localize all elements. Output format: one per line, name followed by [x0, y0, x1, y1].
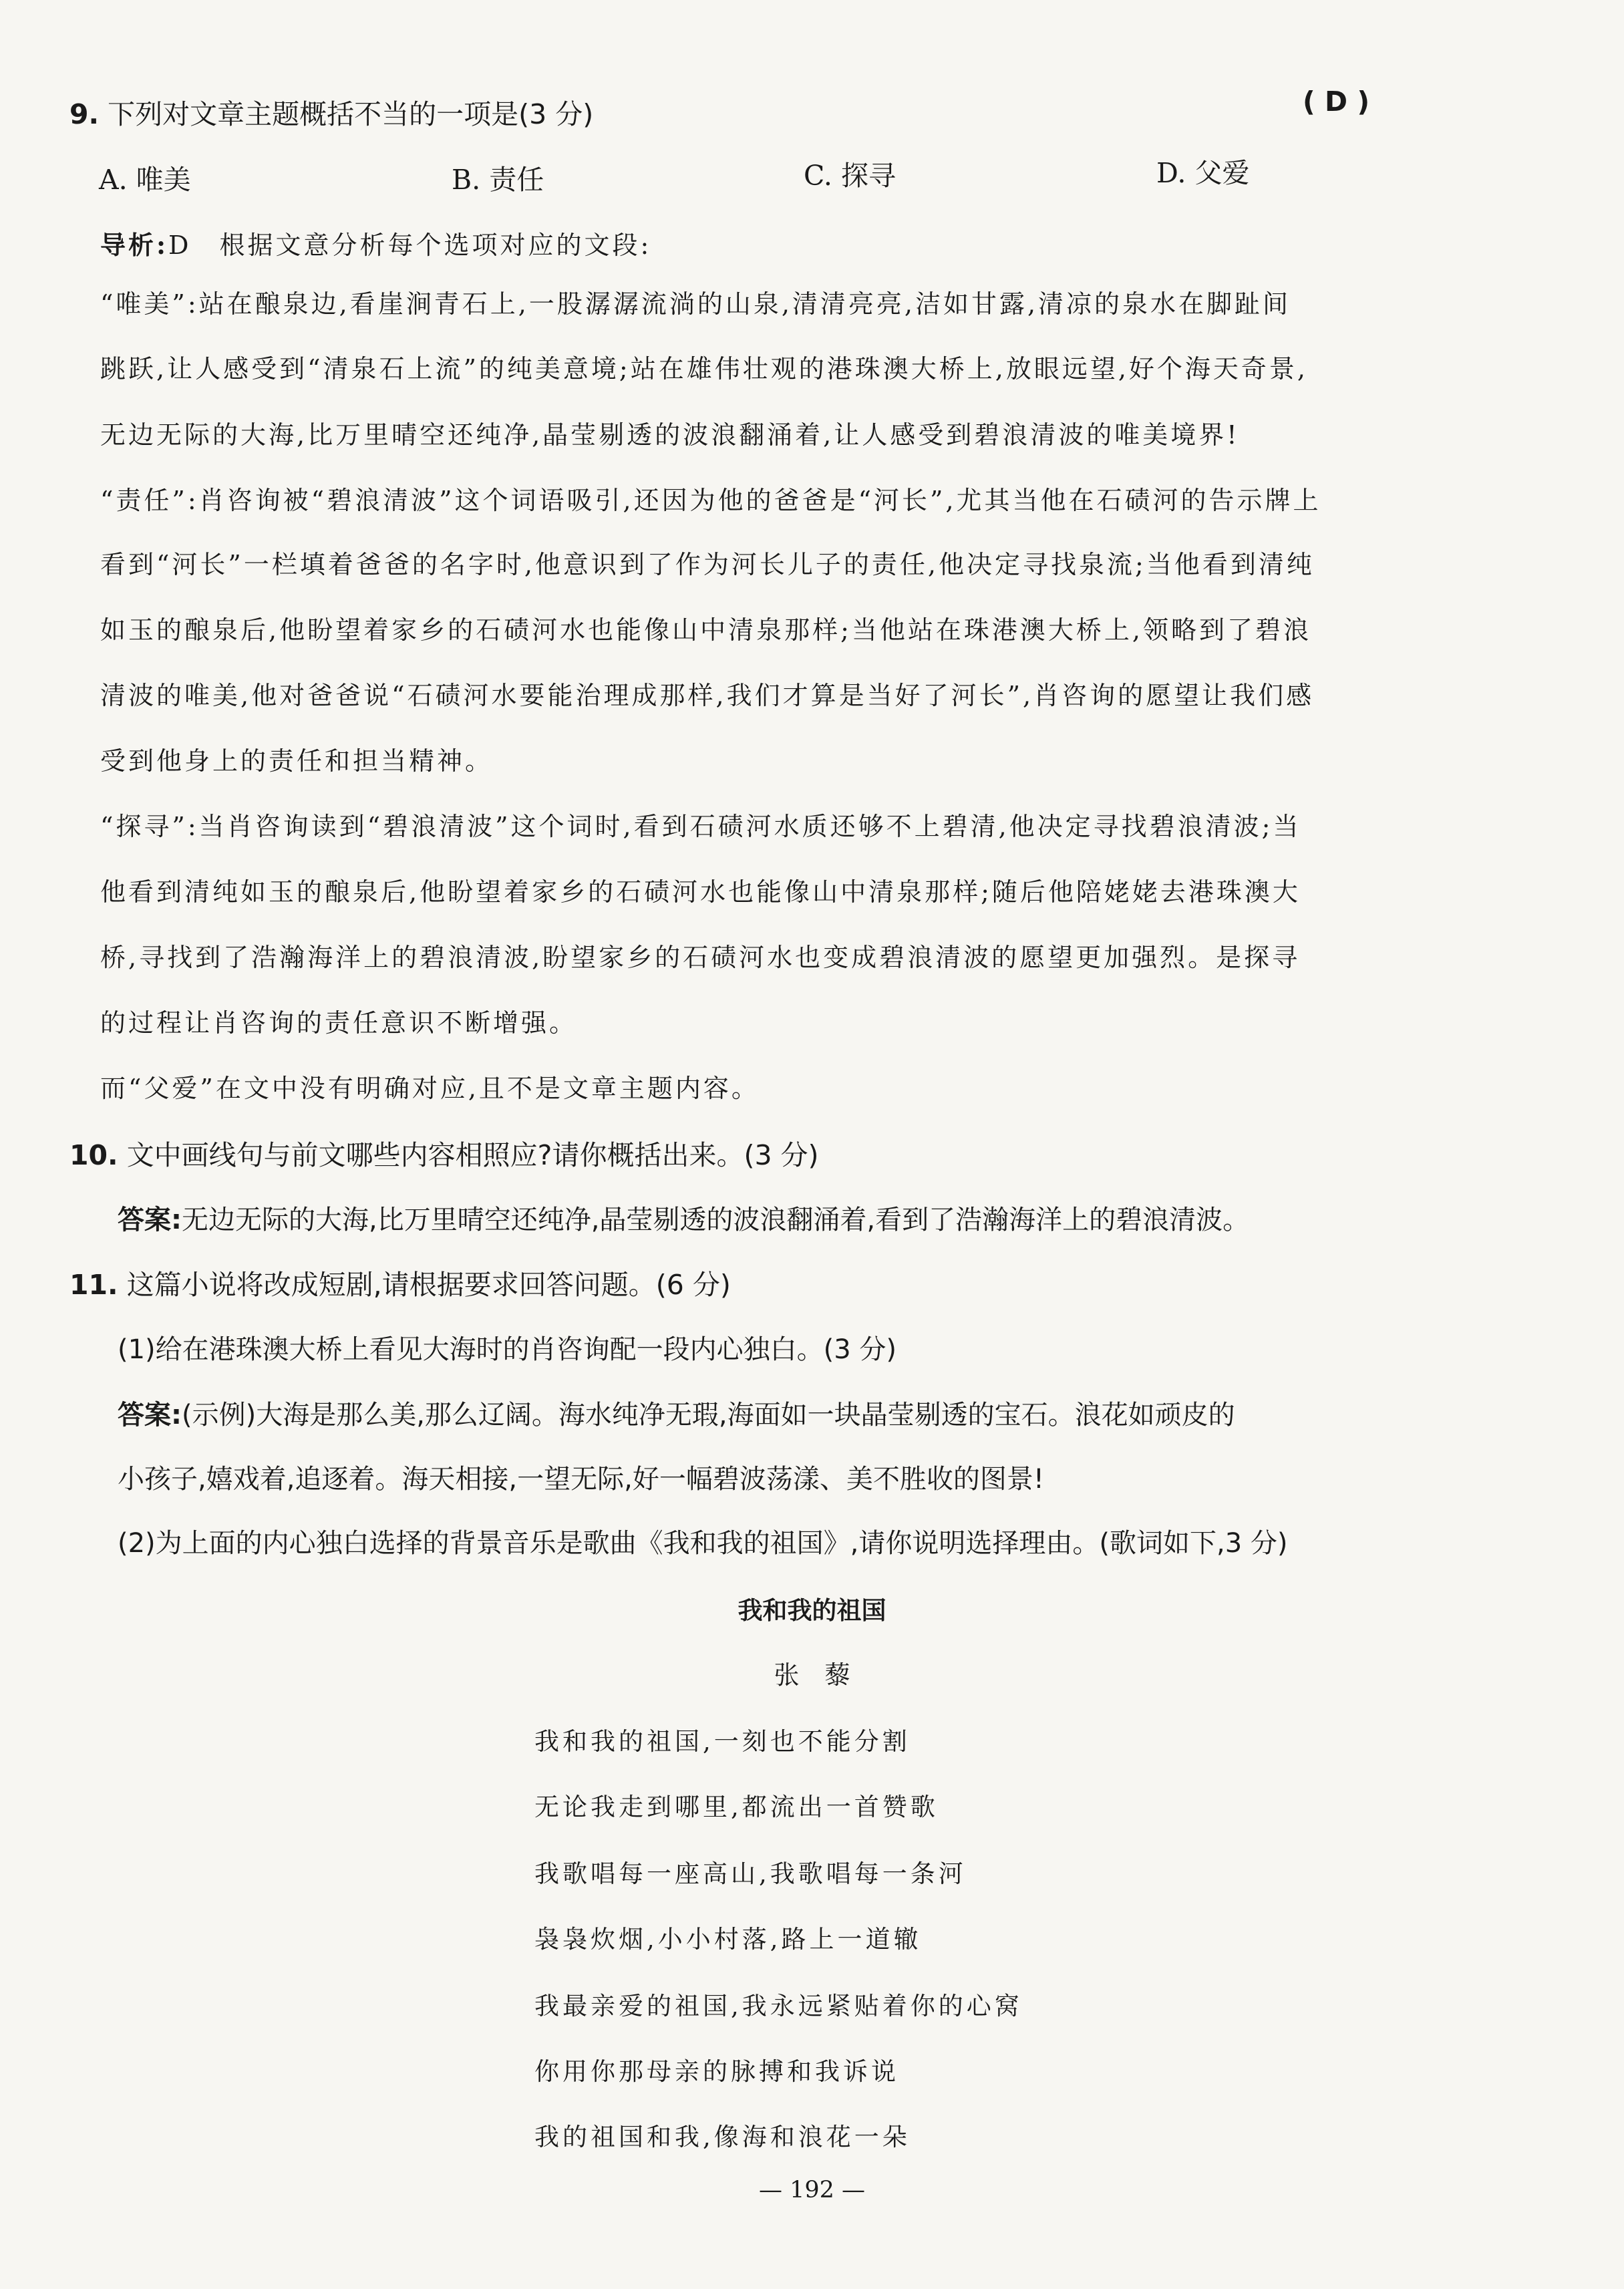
question-text: 这篇小说将改成短剧,请根据要求回答问题。(6 分): [126, 1269, 731, 1301]
song-author: 张 藜: [774, 1660, 850, 1690]
page-number: — 192 —: [758, 2177, 866, 2203]
analysis-line: 而“父爱”在文中没有明确对应,且不是文章主题内容。: [100, 1074, 760, 1103]
lyric-line: 我的祖国和我,像海和浪花一朵: [534, 2123, 911, 2151]
analysis-line: 他看到清纯如玉的酿泉后,他盼望着家乡的石碛河水也能像山中清泉那样;随后他陪姥姥去港珠澳大: [100, 877, 1301, 907]
option-d: D. 父爱: [1156, 157, 1250, 189]
analysis-line: 的过程让肖咨询的责任意识不断增强。: [100, 1008, 578, 1038]
lyric-line: 袅袅炊烟,小小村落,路上一道辙: [534, 1925, 922, 1954]
answer-11-line-1: [118, 1394, 1235, 1432]
lyric-line: 我歌唱每一座高山,我歌唱每一条河: [534, 1859, 967, 1888]
answer-10: [118, 1199, 1249, 1237]
analysis-line: 桥,寻找到了浩瀚海洋上的碧浪清波,盼望家乡的石碛河水也变成碧浪清波的愿望更加强烈。是探寻: [100, 943, 1301, 972]
answer-text: 无边无际的大海,比万里晴空还纯净,晶莹剔透的波浪翻涌着,看到了浩瀚海洋上的碧浪清波。: [182, 1205, 1250, 1235]
option-b: B. 责任: [452, 164, 544, 196]
question-9: [69, 92, 593, 132]
question-number: 10.: [69, 1139, 118, 1171]
sub-question-2: (2)为上面的内心独白选择的背景音乐是歌曲《我和我的祖国》,请你说明选择理由。(歌词如下,3 分): [118, 1528, 1288, 1559]
lyric-line: 你用你那母亲的脉搏和我诉说: [534, 2057, 899, 2086]
question-text: 文中画线句与前文哪些内容相照应?请你概括出来。(3 分): [126, 1139, 819, 1171]
answer-label: 答案:: [118, 1205, 182, 1235]
option-c: C. 探寻: [804, 160, 896, 192]
analysis-line: “责任”:肖咨询被“碧浪清波”这个词语吸引,还因为他的爸爸是“河长”,尤其当他在石碛河的告示牌上: [100, 486, 1321, 515]
analysis-intro: D 根据文意分析每个选项对应的文段:: [168, 231, 652, 260]
option-a: A. 唯美: [99, 164, 191, 196]
analysis-line: 清波的唯美,他对爸爸说“石碛河水要能治理成那样,我们才算是当好了河长”,肖咨询的愿望让我们感: [100, 681, 1315, 710]
song-title: 我和我的祖国: [738, 1596, 886, 1625]
analysis-line: 无边无际的大海,比万里晴空还纯净,晶莹剔透的波浪翻涌着,让人感受到碧浪清波的唯美境界!: [100, 420, 1240, 450]
analysis-line: 看到“河长”一栏填着爸爸的名字时,他意识到了作为河长儿子的责任,他决定寻找泉流;当他看到清纯: [100, 550, 1315, 579]
analysis-line: “探寻”:当肖咨询读到“碧浪清波”这个词时,看到石碛河水质还够不上碧清,他决定寻找碧浪清波;当: [100, 812, 1301, 841]
analysis-line: 跳跃,让人感受到“清泉石上流”的纯美意境;站在雄伟壮观的港珠澳大桥上,放眼远望,好个海天奇景,: [100, 354, 1308, 384]
analysis-label: 导析:: [100, 230, 169, 260]
question-text: 下列对文章主题概括不当的一项是(3 分): [108, 98, 594, 130]
question-number: 9.: [69, 98, 100, 130]
analysis-heading: [100, 224, 651, 261]
answer-label: 答案:: [118, 1400, 182, 1430]
sub-question-1: (1)给在港珠澳大桥上看见大海时的肖咨询配一段内心独白。(3 分): [118, 1334, 897, 1365]
analysis-line: 受到他身上的责任和担当精神。: [100, 746, 494, 776]
question-11: [69, 1263, 731, 1302]
answer-text: (示例)大海是那么美,那么辽阔。海水纯净无瑕,海面如一块晶莹剔透的宝石。浪花如顽皮的: [182, 1400, 1235, 1430]
lyric-line: 无论我走到哪里,都流出一首赞歌: [534, 1793, 939, 1821]
answer-bracket: ( D ): [1303, 86, 1370, 118]
answer-11-line-2: 小孩子,嬉戏着,追逐着。海天相接,一望无际,好一幅碧波荡漾、美不胜收的图景!: [118, 1464, 1044, 1495]
analysis-line: 如玉的酿泉后,他盼望着家乡的石碛河水也能像山中清泉那样;当他站在珠港澳大桥上,领略到了碧浪: [100, 615, 1311, 645]
lyric-line: 我和我的祖国,一刻也不能分割: [534, 1727, 911, 1756]
analysis-line: “唯美”:站在酿泉边,看崖涧青石上,一股潺潺流淌的山泉,清清亮亮,洁如甘露,清凉的泉水在脚趾间: [100, 289, 1291, 319]
question-number: 11.: [69, 1269, 118, 1301]
lyric-line: 我最亲爱的祖国,我永远紧贴着你的心窝: [534, 1992, 1023, 2020]
question-10: [69, 1133, 819, 1173]
